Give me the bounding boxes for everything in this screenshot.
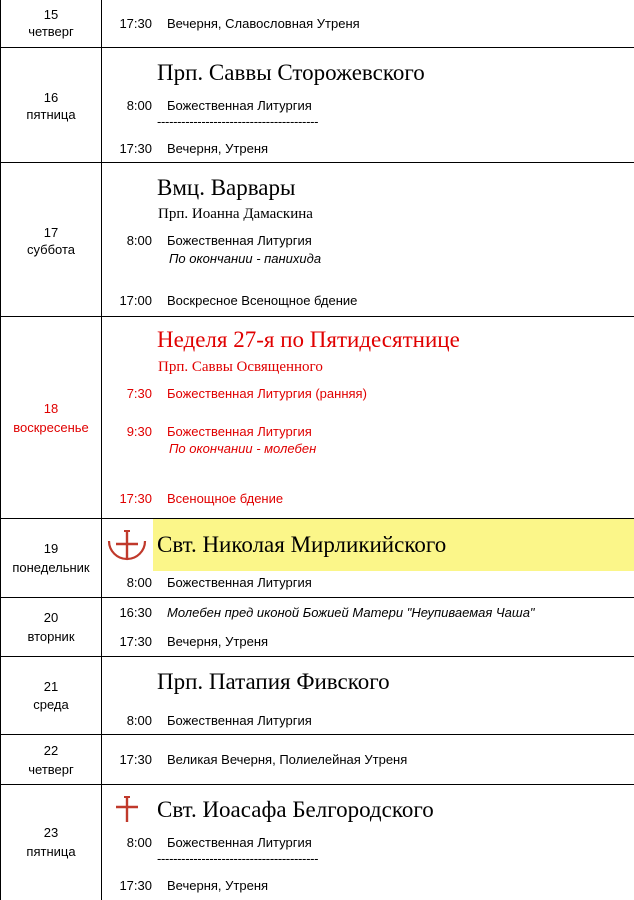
service-name: Божественная Литургия [167,98,312,113]
day-cell [0,657,102,734]
feast-title: Вмц. Варвары [157,175,296,200]
service-name: Вечерня, Утреня [167,878,269,893]
day-number: 20 [43,610,59,625]
weekday: среда [33,697,69,712]
day-cell [0,317,102,518]
day-cell [0,785,102,900]
weekday: понедельник [12,560,90,575]
service-name: Молебен пред иконой Божией Матери "Неупиваемая Чаша" [167,605,535,620]
feast-subtitle: Прп. Иоанна Дамаскина [158,206,313,222]
service-name: Божественная Литургия [167,233,312,248]
service-name: Божественная Литургия [167,575,312,590]
weekday: четверг [28,24,74,39]
feast-title: Неделя 27-я по Пятидесятнице [157,327,460,352]
day-number: 19 [43,541,59,556]
service-time: 17:00 [119,293,152,308]
service-name: Воскресное Всенощное бдение [167,293,358,308]
service-time: 7:30 [126,386,152,401]
day-row-19 [0,519,634,598]
weekday: пятница [26,844,76,859]
service-time: 17:30 [119,16,152,31]
service-time: 9:30 [126,424,152,439]
day-cell [0,735,102,784]
weekday: четверг [28,762,74,777]
feast-title: Прп. Саввы Сторожевского [157,60,425,85]
day-row-20 [0,598,634,657]
day-row-23 [0,785,634,900]
service-time: 8:00 [126,575,152,590]
cross-icon [114,795,140,823]
feast-subtitle: Прп. Саввы Освященного [158,359,323,375]
day-cell [0,598,102,656]
day-row-15 [0,0,634,48]
service-time: 8:00 [126,835,152,850]
service-name: Божественная Литургия [167,835,312,850]
day-cell [0,519,102,597]
service-time: 16:30 [119,605,152,620]
service-time: 17:30 [119,141,152,156]
weekday: пятница [26,107,76,122]
feast-title: Свт. Иоасафа Белгородского [157,797,434,822]
service-name: Великая Вечерня, Полиелейная Утреня [167,752,408,767]
day-row-16 [0,48,634,163]
service-time: 8:00 [126,98,152,113]
day-row-22 [0,735,634,785]
service-name: Вечерня, Славословная Утреня [167,16,360,31]
weekday: воскресенье [13,420,89,435]
day-number: 16 [43,90,59,105]
service-time: 17:30 [119,634,152,649]
service-time: 17:30 [119,878,152,893]
dash-separator: ---------------------------------------- [157,114,319,129]
service-time: 17:30 [119,491,152,506]
weekday: суббота [26,242,76,257]
service-time: 17:30 [119,752,152,767]
service-time: 8:00 [126,233,152,248]
service-name: Вечерня, Утреня [167,634,269,649]
service-name: Божественная Литургия [167,713,312,728]
day-number: 17 [43,225,59,240]
day-number: 23 [43,825,59,840]
day-number: 15 [43,7,59,22]
day-number: 22 [43,743,59,758]
service-note: По окончании - панихида [169,251,322,266]
day-row-17 [0,163,634,317]
day-cell [0,163,102,316]
service-note: По окончании - молебен [169,441,317,456]
day-cell [0,48,102,162]
service-name: Божественная Литургия (ранняя) [167,386,367,401]
cross-in-semicircle-icon [104,527,150,563]
dash-separator: ---------------------------------------- [157,851,319,866]
service-name: Всенощное бдение [167,491,284,506]
weekday: вторник [27,629,75,644]
service-name: Божественная Литургия [167,424,312,439]
day-number: 18 [43,401,59,416]
day-row-18 [0,317,634,519]
day-cell [0,0,102,47]
feast-title: Прп. Патапия Фивского [157,669,390,694]
service-time: 8:00 [126,713,152,728]
feast-title: Свт. Николая Мирликийского [157,532,447,557]
day-number: 21 [43,679,59,694]
service-name: Вечерня, Утреня [167,141,269,156]
day-row-21 [0,657,634,735]
